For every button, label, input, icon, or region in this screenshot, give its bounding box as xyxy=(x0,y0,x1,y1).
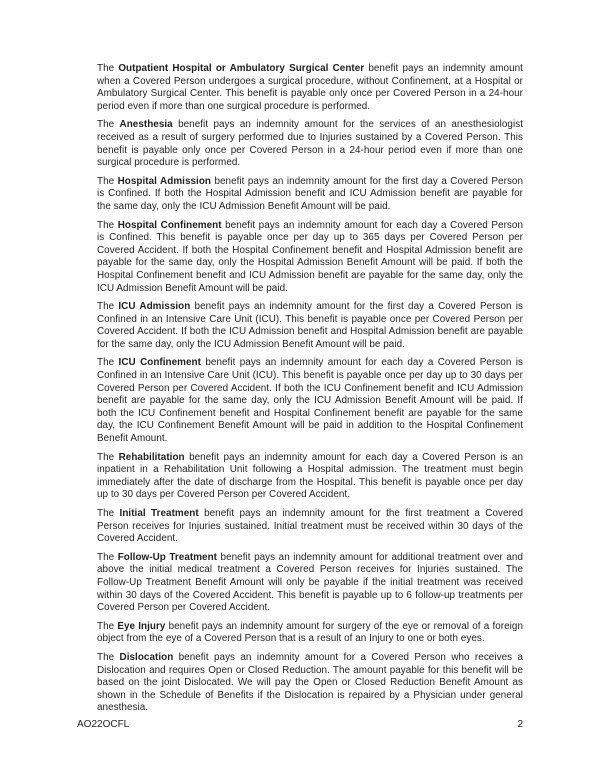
paragraph-text: benefit pays an indemnity amount for each day a Covered Person is an inpatient in a Rehabilitation Unit following a Hospital admission. The treatment must begin immediately after the date of discharge from the Hospital. This benefit is payable once per day up to 30 days per Covered Person per Covered Accident. xyxy=(97,451,524,501)
benefit-paragraph-rehabilitation xyxy=(97,452,523,502)
paragraph-lead: The xyxy=(97,508,120,519)
benefit-term: Follow-Up Treatment xyxy=(117,551,218,563)
benefit-term: Hospital Confinement xyxy=(117,219,222,231)
benefit-paragraph-eye-injury xyxy=(97,621,523,646)
benefit-term: Eye Injury xyxy=(117,620,166,632)
paragraph-text: benefit pays an indemnity amount for the services of an anesthesiologist received as a result of surgery performed due to Injuries sustained by a Covered Person. This benefit is payable only once per Covered Person in a 24-hour period even if more than one surgical procedure is performed. xyxy=(97,119,523,169)
benefit-paragraph-outpatient-surgical xyxy=(97,63,523,113)
page-footer xyxy=(77,718,523,731)
benefit-paragraph-icu-confinement xyxy=(97,357,523,445)
paragraph-text: benefit pays an indemnity amount when a Covered Person undergoes a surgical procedure, without Confinement, at a Hospital or Ambulatory Surgical Center. This benefit is payable only once per Covered Person in a 24-hour period even if more than one surgical procedure is performed. xyxy=(97,63,523,112)
benefit-term: Dislocation xyxy=(119,651,174,663)
benefit-term: Rehabilitation xyxy=(118,451,185,463)
paragraph-text: benefit pays an indemnity amount for a Covered Person who receives a Dislocation and requires Open or Closed Reduction. The amount payable for this benefit will be based on the joint Dislocated. We will pay the Open or Closed Reduction Benefit Amount as shown in the Schedule of Benefits if the Dislocation is repaired by a Physician under general anesthesia. xyxy=(97,651,523,714)
benefit-paragraph-hospital-admission xyxy=(97,176,523,214)
paragraph-text: benefit pays an indemnity amount for additional treatment over and above the initial medical treatment a Covered Person receives for Injuries sustained. The Follow-Up Treatment Benefit Amount will only be payable if the initial treatment was received within 30 days of the Covered Accident. This benefit is payable up to 6 follow-up treatments per Covered Person per Covered Accident. xyxy=(97,551,523,614)
paragraph-text: benefit pays an indemnity amount for the first day a Covered Person is Confined. If both the Hospital Admission benefit and ICU Admission benefit are payable for the same day, only the ICU Admission Benefit Amount will be paid. xyxy=(97,175,524,212)
paragraph-text: benefit pays an indemnity amount for each day a Covered Person is Confined in an Intensive Care Unit (ICU). This benefit is payable once per day up to 30 days per Covered Person per Covered Accident. If both the ICU Confinement benefit and ICU Admission benefit are payable for the same day, only the ICU Admission Benefit Amount will be paid. If both the ICU Confinement benefit and Hospital Confinement benefit are payable for the same day, the ICU Confinement Benefit Amount will be paid in addition to the Hospital Confinement Benefit Amount. xyxy=(97,357,523,445)
benefit-term: ICU Confinement xyxy=(118,357,201,369)
paragraph-lead: The xyxy=(97,301,119,313)
paragraph-lead: The xyxy=(97,175,118,187)
benefit-term: Outpatient Hospital or Ambulatory Surgical Center xyxy=(118,63,365,74)
benefit-term: Initial Treatment xyxy=(119,508,199,519)
benefit-term: Hospital Admission xyxy=(117,175,211,187)
page-number: 2 xyxy=(517,719,523,730)
benefit-paragraph-initial-treatment xyxy=(97,508,523,546)
benefit-term: Anesthesia xyxy=(119,119,173,131)
benefit-paragraph-anesthesia xyxy=(97,119,523,169)
paragraph-lead: The xyxy=(97,63,119,74)
paragraph-lead: The xyxy=(97,620,118,632)
benefit-paragraph-hospital-confinement xyxy=(97,220,523,296)
paragraph-lead: The xyxy=(97,451,119,463)
paragraph-lead: The xyxy=(97,551,118,563)
paragraph-lead: The xyxy=(97,651,120,663)
document-body xyxy=(97,63,523,721)
paragraph-text: benefit pays an indemnity amount for surgery of the eye or removal of a foreign object from the eye of a Covered Person that is a result of an Injury to one or both eyes. xyxy=(97,620,523,645)
paragraph-text: benefit pays an indemnity amount for the first day a Covered Person is Confined in an Intensive Care Unit (ICU). This benefit is payable once per Covered Person per Covered Accident. If both the ICU Admission benefit and Hospital Admission benefit are payable for the same day, only the ICU Admission Benefit Amount will be paid. xyxy=(97,301,523,350)
benefit-paragraph-dislocation xyxy=(97,652,523,715)
paragraph-lead: The xyxy=(97,357,119,369)
form-number: AO22OCFL xyxy=(77,719,130,730)
paragraph-lead: The xyxy=(97,119,120,131)
benefit-term: ICU Admission xyxy=(118,301,191,313)
paragraph-text: benefit pays an indemnity amount for the first treatment a Covered Person receives for Injuries sustained. Initial treatment must be received within 30 days of the Covered Accident. xyxy=(97,508,523,545)
paragraph-text: benefit pays an indemnity amount for each day a Covered Person is Confined. This benefit is payable once per day up to 365 days per Covered Person per Covered Accident. If both the Hospital Confinement benefit and Hospital Admission benefit are payable for the same day, only the Hospital Admission Benefit Amount will be paid. If both the Hospital Confinement benefit and ICU Admission benefit are payable for the same day, only the ICU Admission Benefit Amount will be paid. xyxy=(97,219,523,294)
benefit-paragraph-follow-up-treatment xyxy=(97,552,523,615)
benefit-paragraph-icu-admission xyxy=(97,301,523,351)
paragraph-lead: The xyxy=(97,219,118,231)
